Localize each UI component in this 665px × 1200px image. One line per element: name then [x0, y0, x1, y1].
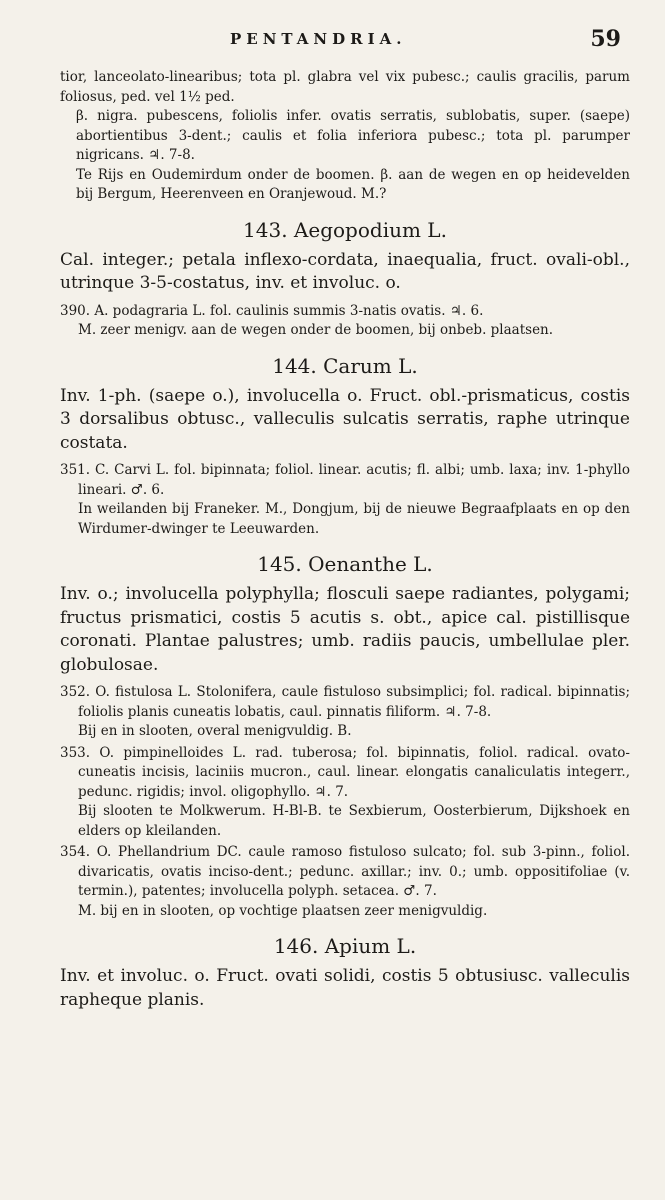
genus-description: Cal. integer.; petala inflexo-cordata, inaequalia, fruct. ovali-obl., utrinque 3-5-costatus, inv. et involuc. o. [60, 249, 630, 293]
genus-title: 146. Apium L. [273, 934, 417, 958]
running-title: PENTANDRIA. [230, 30, 407, 48]
species-entry: 351. C. Carvi L. fol. bipinnata; foliol. linear. acutis; fl. albi; umb. laxa; inv. 1-phyllo lineari. ♂. 6. [60, 462, 630, 498]
continued-description: tior, lanceolato-linearibus; tota pl. glabra vel vix pubesc.; caulis gracilis, parum foliosus, ped. vel 1½ ped. [60, 69, 630, 105]
genus-title: 144. Carum L. [272, 353, 418, 378]
species-entry: 354. O. Phellandrium DC. caule ramoso fistuloso sulcato; fol. sub 3-pinn., foliol. divaricatis, ovatis inciso-dent.; pedunc. axillar.; inv. 0.; umb. oppositifoliae (v. termin.), patentes; involucella polyph. setacea. ♂. 7. [60, 844, 630, 899]
genus-section [60, 217, 630, 341]
species-locality: Bij slooten te Molkwerum. H-Bl-B. te Sexbierum, Oosterbierum, Dijkshoek en elders op kleilanden. [78, 803, 630, 839]
genus-section [60, 933, 630, 1012]
species-entry: 390. A. podagraria L. fol. caulinis summis 3-natis ovatis. ♃. 6. [60, 302, 484, 319]
species-locality: M. zeer menigv. aan de wegen onder de boomen, bij onbeb. plaatsen. [78, 322, 554, 338]
genus-section [60, 551, 630, 921]
page-header [0, 26, 665, 56]
genus-description: Inv. 1-ph. (saepe o.), involucella o. Fruct. obl.-prismaticus, costis 3 dorsalibus obtusc., valleculis sulcatis serratis, raphe utrinque costata. [60, 385, 630, 453]
genus-description: Inv. et involuc. o. Fruct. ovati solidi, costis 5 obtusiusc. valleculis rapheque planis. [60, 966, 630, 1010]
species-locality: M. bij en in slooten, op vochtige plaatsen zeer menigvuldig. [78, 902, 488, 919]
genus-title: 143. Aegopodium L. [243, 217, 447, 242]
locality-text: Te Rijs en Oudemirdum onder de boomen. β. aan de wegen en op heidevelden bij Bergum, Heerenveen en Oranjewoud. M.? [76, 166, 630, 202]
page-number: 59 [590, 26, 621, 52]
species-entry: 353. O. pimpinelloides L. rad. tuberosa; fol. bipinnatis, foliol. radical. ovato-cuneatis incisis, laciniis mucron., caul. linear. elongatis canaliculatis integerr., pedunc. rigidis; invol. oligophyllo. ♃. 7. [60, 744, 630, 800]
genus-title: 145. Oenanthe L. [257, 552, 433, 576]
variety-beta-nigra: β. nigra. pubescens, foliolis infer. ovatis serratis, sublobatis, super. (saepe) abortientibus 3-dent.; caulis et folia inferiora pubesc.; tota pl. parumper nigricans. ♃. 7-8. [76, 108, 630, 163]
page-content [60, 68, 630, 1018]
species-entry: 352. O. fistulosa L. Stolonifera, caule fistuloso subsimplici; fol. radical. bipinnatis; foliolis planis cuneatis lobatis, caul. pinnatis filiform. ♃. 7-8. [60, 684, 630, 720]
genus-description: Inv. o.; involucella polyphylla; flosculi saepe radiantes, polygami; fructus prismatici, costis 5 acutis s. obt., apice cal. pistillisque coronati. Plantae palustres; umb. radiis paucis, umbellulae pler. globulosae. [60, 584, 630, 675]
genus-section [60, 353, 630, 540]
species-locality: Bij en in slooten, overal menigvuldig. B. [78, 723, 352, 739]
species-locality: In weilanden bij Franeker. M., Dongjum, bij de nieuwe Begraafplaats en op den Wirdumer-dwinger te Leeuwarden. [78, 501, 630, 537]
